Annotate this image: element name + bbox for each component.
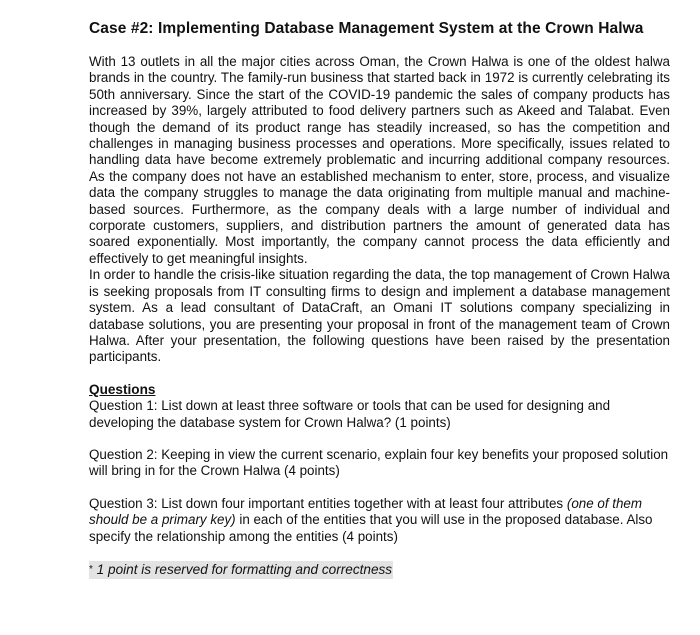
case-paragraph-1: With 13 outlets in all the major cities across Oman, the Crown Halwa is one of the oldest halwa brands in the country. The family-run business that started back in 1972 is currently celebrating its 50th anniversary. Since the start of the COVID-19 pandemic the sales of company products has increased by 39%, largely attributed to food delivery partners such as Akeed and Talabat. Even though the demand of its product range has steadily increased, so has the competition and challenges in managing business processes and operations. More specifically, issues related to handling data have become extremely problematic and incurring additional company resources. As the company does not have an established mechanism to enter, store, process, and visualize data the company struggles to manage the data originating from multiple manual and machine-based sources. Furthermore, as the company deals with a large number of individual and corporate customers, suppliers, and distribution partners the amount of generated data has soared exponentially. Most importantly, the company cannot process the data efficiently and effectively to get meaningful insights. — [89, 54, 670, 266]
footnote-text: 1 point is reserved for formatting and correctness — [92, 561, 393, 577]
questions-heading: Questions — [89, 381, 156, 397]
question-2: Question 2: Keeping in view the current scenario, explain four key benefits your proposed solution will bring in for the Crown Halwa (4 points) — [89, 446, 669, 479]
question-3-text-start: Question 3: List down four important entities together with at least four attributes — [89, 495, 567, 511]
footnote-marker: * — [89, 563, 93, 575]
case-title: Case #2: Implementing Database Management System at the Crown Halwa — [89, 20, 644, 37]
question-3-text-end: in each of the entities that you will use in the proposed database. Also specify the relationship among the entities (4 points) — [89, 512, 653, 544]
formatting-footnote — [89, 561, 393, 579]
case-paragraph-2: In order to handle the crisis-like situation regarding the data, the top management of Crown Halwa is seeking proposals from IT consulting firms to design and implement a database management system. As a lead consultant of DataCraft, an Omani IT solutions company specializing in database solutions, you are presenting your proposal in front of the management team of Crown Halwa. After your presentation, the following questions have been raised by the presentation participants. — [89, 267, 670, 365]
question-3 — [89, 496, 670, 545]
section-spacer — [89, 366, 670, 382]
question-3-italic-note: (one of them should be a primary key) — [89, 495, 643, 528]
question-1: Question 1: List down at least three software or tools that can be used for designing and developing the database system for Crown Halwa? (1 points) — [89, 398, 611, 430]
